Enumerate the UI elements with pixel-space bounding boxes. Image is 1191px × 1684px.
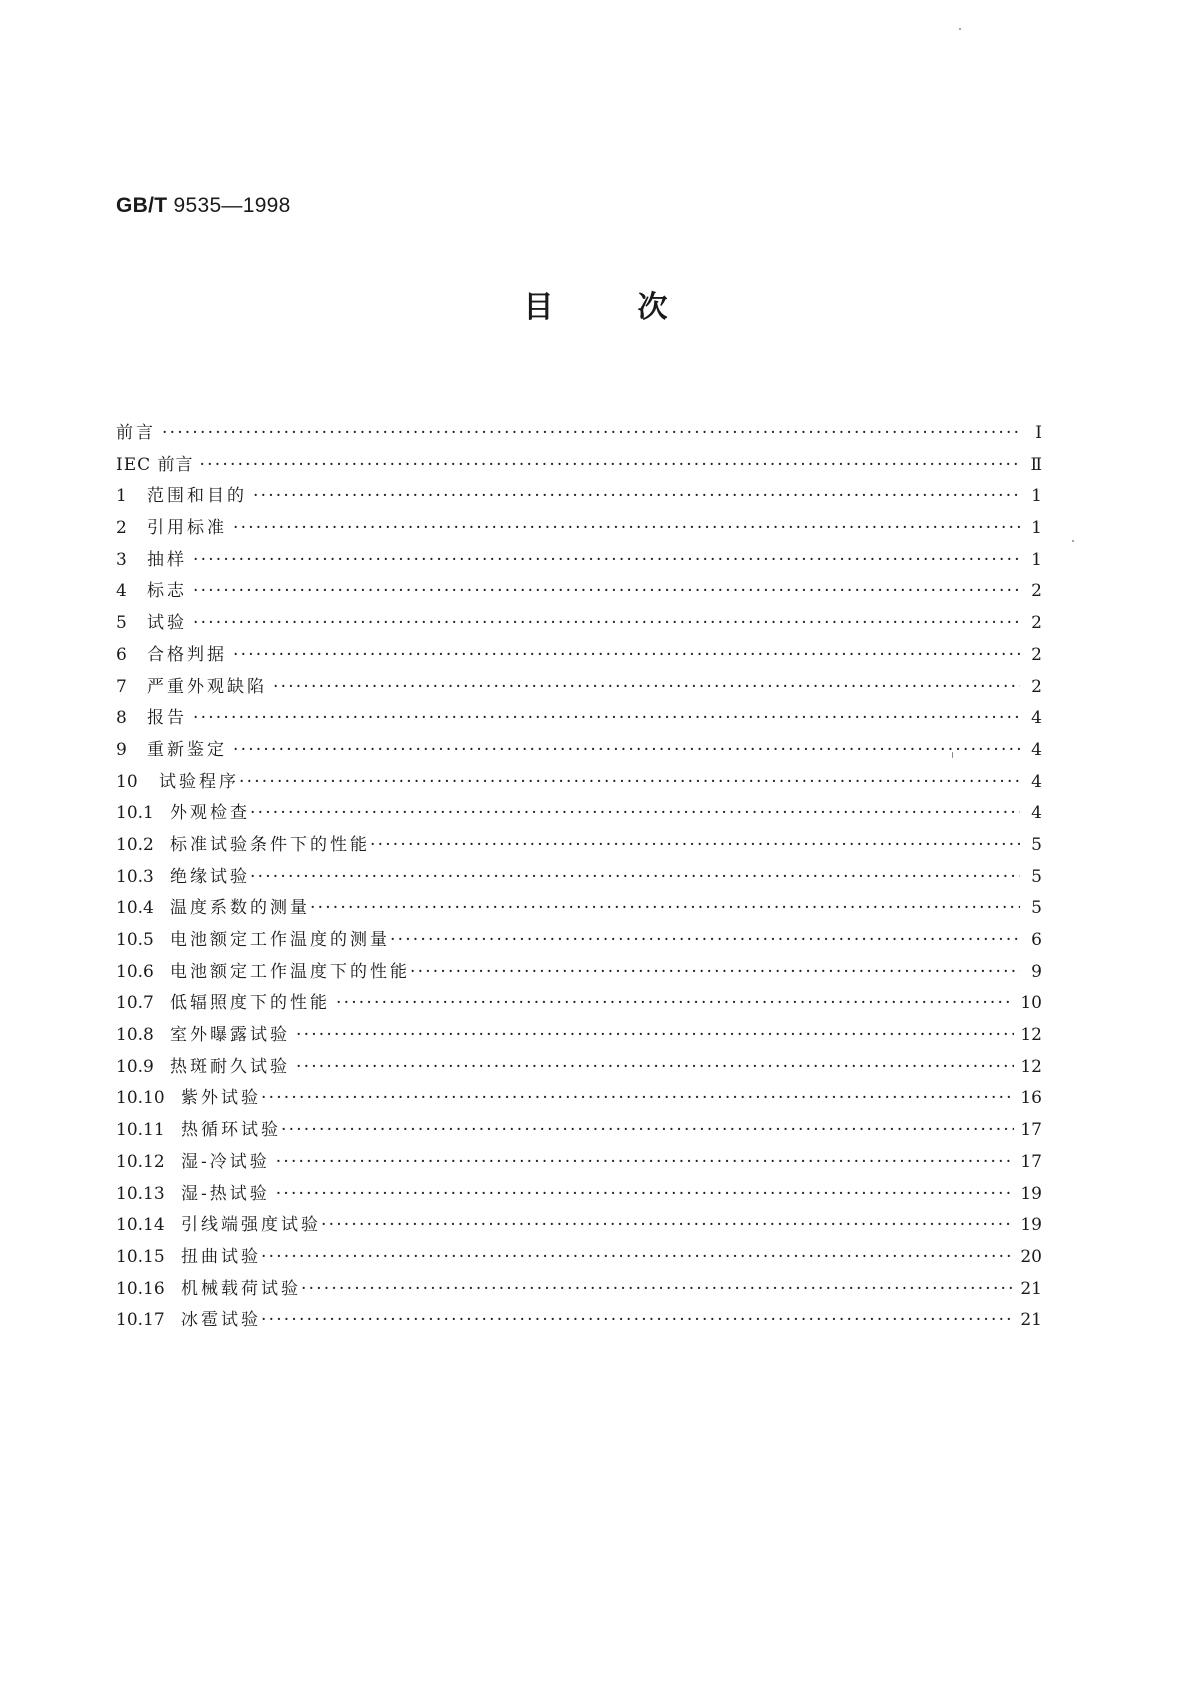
toc-entry-number: 10.14 [116,1215,165,1236]
toc-entry-label: 紫外试验 [181,1088,261,1109]
toc-entry-page: 2 [1031,644,1042,665]
toc-entry-page: 2 [1031,613,1042,634]
toc-leader-dots [261,1083,1014,1115]
toc-entry-page: 21 [1020,1310,1042,1331]
toc-leader-dots [250,798,1020,830]
toc-entry[interactable] [116,1305,1042,1337]
toc-entry[interactable] [116,545,1042,577]
toc-entry-page: 4 [1031,708,1042,729]
toc-leader-dots [296,1052,1014,1084]
toc-entry-page: 19 [1020,1215,1042,1236]
toc-entry-label: 温度系数的测量 [170,898,310,919]
toc-leader-dots [261,1242,1014,1274]
toc-entry-page: 5 [1031,866,1042,887]
toc-entry[interactable] [116,513,1042,545]
toc-entry[interactable] [116,1115,1042,1147]
toc-leader-dots [239,767,1020,799]
toc-entry-number: 10.2 [116,834,154,855]
toc-entry[interactable] [116,1274,1042,1306]
toc-entry-number: 10.12 [116,1151,165,1172]
toc-entry-label: 扭曲试验 [181,1246,261,1267]
toc-entry-number: 10.6 [116,961,154,982]
toc-entry-label: 重新鉴定 [147,739,227,760]
toc-leader-dots [261,1305,1014,1337]
toc-entry-label: 机械载荷试验 [181,1278,301,1299]
toc-entry-page: 5 [1031,898,1042,919]
toc-entry-page: 10 [1020,993,1042,1014]
toc-entry-label: 电池额定工作温度下的性能 [170,961,410,982]
toc-leader-dots [276,1179,1015,1211]
toc-entry-number: 10.3 [116,866,154,887]
toc-entry-number: 10.8 [116,1025,154,1046]
toc-entry[interactable] [116,640,1042,672]
toc-entry-page: 9 [1031,961,1042,982]
toc-leader-dots [390,925,1020,957]
toc-entry-page: 5 [1031,834,1042,855]
toc-entry-page: 17 [1020,1151,1042,1172]
toc-leader-dots [193,703,1020,735]
toc-entry[interactable] [116,735,1042,767]
toc-entry[interactable] [116,1020,1042,1052]
toc-entry-label: 严重外观缺陷 [147,676,267,697]
standard-prefix: GB/T [116,194,168,217]
toc-entry-label: 外观检查 [170,803,250,824]
toc-entry-page: 20 [1020,1246,1042,1267]
toc-entry[interactable] [116,1179,1042,1211]
toc-entry[interactable] [116,988,1042,1020]
toc-entry-page: 12 [1020,1025,1042,1046]
toc-entry-number: 8 [116,708,127,729]
toc-entry[interactable] [116,576,1042,608]
toc-leader-dots [193,545,1020,577]
toc-entry-page: 1 [1031,549,1042,570]
toc-entry-number: 10.10 [116,1088,165,1109]
toc-entry-page: 16 [1020,1088,1042,1109]
toc-entry[interactable] [116,1052,1042,1084]
toc-entry[interactable] [116,703,1042,735]
toc-entry-page: 6 [1031,930,1042,950]
toc-entry-page: Ⅱ [1030,454,1042,475]
toc-entry-label: 电池额定工作温度的测量 [170,930,390,950]
toc-entry-foreword[interactable] [116,418,1042,450]
toc-entry-label: 绝缘试验 [170,866,250,887]
toc-entry-label: 试验 [147,613,187,634]
toc-leader-dots [233,640,1020,672]
toc-entry-page: Ⅰ [1035,423,1042,443]
toc-entry-number: 10.16 [116,1278,165,1299]
toc-entry-label: 湿-热试验 [181,1183,270,1204]
toc-entry-label: 热循环试验 [181,1120,281,1141]
toc-entry-page: 17 [1020,1120,1042,1141]
toc-leader-dots [276,1147,1015,1179]
toc-entry-page: 21 [1020,1278,1042,1299]
toc-leader-dots [193,576,1020,608]
toc-entry-label: 低辐照度下的性能 [170,993,330,1014]
toc-entry-number: 5 [116,613,127,634]
toc-entry[interactable] [116,672,1042,704]
toc-entry[interactable] [116,862,1042,894]
toc-leader-dots [233,735,1020,767]
toc-entry-page: 2 [1031,581,1042,602]
toc-entry-label: 前言 [116,423,156,443]
toc-entry-number: 7 [116,676,127,697]
toc-entry-number: 10.17 [116,1310,165,1331]
toc-leader-dots [321,1210,1014,1242]
toc-entry[interactable] [116,925,1042,957]
toc-leader-dots [296,1020,1014,1052]
toc-leader-dots [301,1274,1014,1306]
toc-entry-page: 12 [1020,1056,1042,1077]
toc-leader-dots [370,830,1020,862]
toc-leader-dots [273,672,1020,704]
toc-entry-number: 10.7 [116,993,154,1014]
toc-entry-number: 10.9 [116,1056,154,1077]
toc-entry-label: 湿-冷试验 [181,1151,270,1172]
toc-entry[interactable] [116,767,1042,799]
document-id [116,194,291,218]
toc-entry-number: 3 [116,549,127,570]
toc-entry-page: 2 [1031,676,1042,697]
toc-leader-dots [200,450,1020,482]
toc-entry-page: 19 [1020,1183,1042,1204]
toc-leader-dots [410,957,1020,989]
toc-entry[interactable] [116,957,1042,989]
toc-entry-page: 4 [1031,771,1042,792]
toc-entry-label: 范围和目的 [147,486,247,507]
toc-entry-number: 10.15 [116,1246,165,1267]
standard-number: 9535—1998 [167,194,291,217]
toc-entry-number: 10.4 [116,898,154,919]
toc-entry-iec-foreword[interactable] [116,450,1042,482]
toc-entry-label: 试验程序 [159,771,239,792]
toc-leader-dots [193,608,1020,640]
toc-title: 目次 [523,290,752,325]
toc-entry[interactable] [116,1147,1042,1179]
toc-entry-label: 报告 [147,708,187,729]
toc-leader-dots [162,418,1020,450]
toc-entry-label: 热斑耐久试验 [170,1056,290,1077]
table-of-contents [116,418,1042,1337]
toc-entry-label: 标准试验条件下的性能 [170,834,370,855]
toc-entry-label: 冰雹试验 [181,1310,261,1331]
toc-leader-dots [250,862,1020,894]
toc-entry[interactable] [116,830,1042,862]
toc-entry[interactable] [116,1242,1042,1274]
scan-speck [959,28,961,30]
toc-entry-page: 1 [1031,518,1042,539]
toc-entry-number: 10.5 [116,930,154,950]
toc-entry[interactable] [116,1210,1042,1242]
toc-entry-label: 标志 [147,581,187,602]
toc-entry-number: 10 [116,771,138,792]
toc-entry-label: 室外曝露试验 [170,1025,290,1046]
toc-entry[interactable] [116,1083,1042,1115]
toc-entry[interactable] [116,798,1042,830]
toc-entry-number: 10.13 [116,1183,165,1204]
toc-entry-label: 引线端强度试验 [181,1215,321,1236]
scan-speck [952,752,953,758]
toc-leader-dots [233,513,1020,545]
toc-entry-label: 合格判据 [147,644,227,665]
toc-entry-number: 1 [116,486,127,507]
toc-entry-page: 4 [1031,739,1042,760]
toc-entry-label: IEC 前言 [116,454,194,475]
toc-entry-number: 2 [116,518,127,539]
toc-entry-number: 6 [116,644,127,665]
toc-entry-number: 9 [116,739,127,760]
toc-leader-dots [281,1115,1014,1147]
toc-leader-dots [310,893,1020,925]
toc-entry[interactable] [116,608,1042,640]
toc-entry-label: 抽样 [147,549,187,570]
toc-entry-number: 4 [116,581,127,602]
toc-entry-page: 1 [1031,486,1042,507]
toc-entry-number: 10.1 [116,803,154,824]
toc-leader-dots [336,988,1014,1020]
scan-speck [1072,540,1074,542]
toc-entry-label: 引用标准 [147,518,227,539]
toc-entry-number: 10.11 [116,1120,165,1141]
toc-leader-dots [253,481,1020,513]
toc-entry[interactable] [116,893,1042,925]
toc-entry[interactable] [116,481,1042,513]
toc-entry-page: 4 [1031,803,1042,824]
